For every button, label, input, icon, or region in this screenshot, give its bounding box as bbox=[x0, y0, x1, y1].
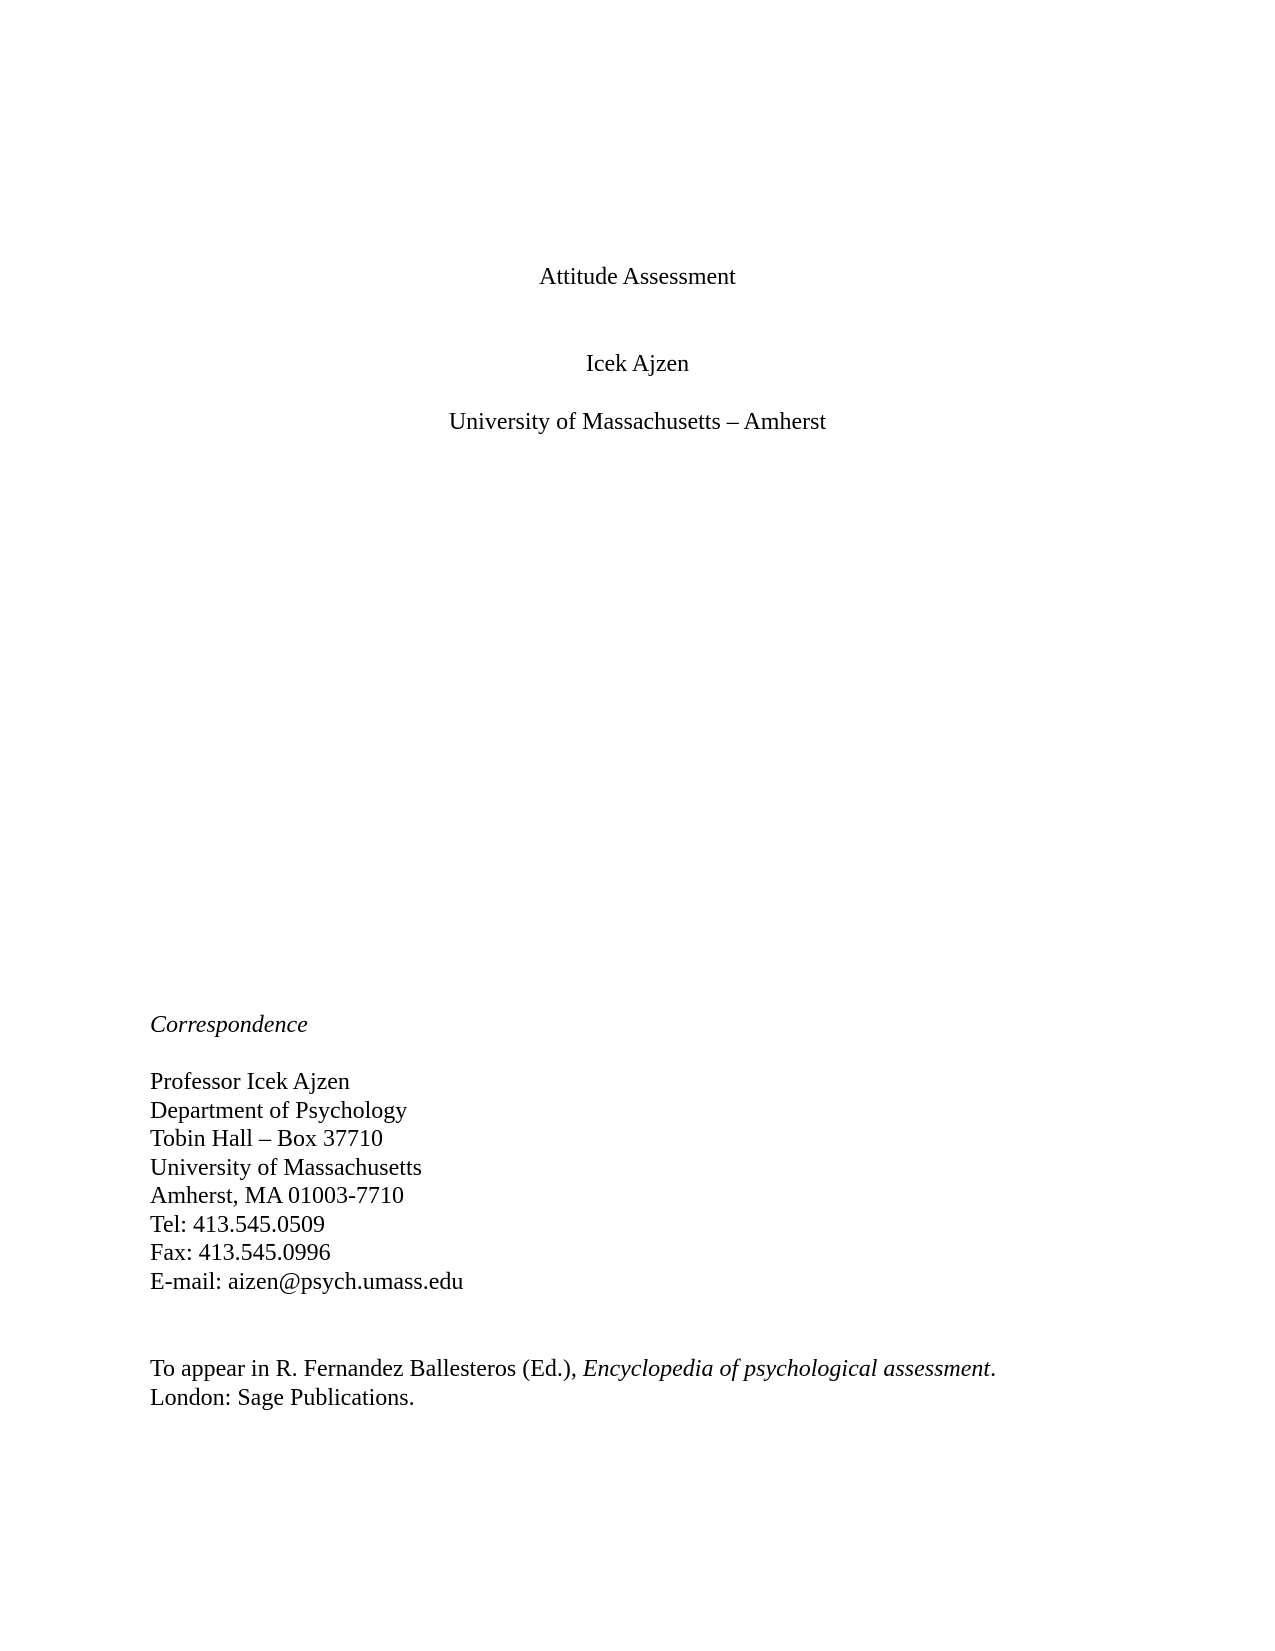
address-line-university: University of Massachusetts bbox=[150, 1154, 422, 1181]
publication-note bbox=[150, 1355, 996, 1412]
correspondence-address bbox=[150, 1068, 463, 1296]
address-line-building: Tobin Hall – Box 37710 bbox=[150, 1126, 383, 1152]
address-line-name: Professor Icek Ajzen bbox=[150, 1069, 350, 1095]
author-name: Icek Ajzen bbox=[585, 351, 690, 377]
publication-line-2: London: Sage Publications. bbox=[150, 1384, 415, 1411]
publication-book-title: Encyclopedia of psychological assessment bbox=[582, 1356, 991, 1382]
publication-suffix: . bbox=[990, 1356, 997, 1382]
address-line-city: Amherst, MA 01003-7710 bbox=[150, 1183, 404, 1209]
correspondence-heading: Correspondence bbox=[150, 1012, 308, 1038]
address-line-fax: Fax: 413.545.0996 bbox=[150, 1240, 331, 1266]
address-line-email: E-mail: aizen@psych.umass.edu bbox=[150, 1268, 464, 1295]
address-line-department: Department of Psychology bbox=[150, 1097, 408, 1124]
author-affiliation: University of Massachusetts – Amherst bbox=[448, 409, 827, 435]
publication-line-1 bbox=[150, 1355, 996, 1384]
document-title: Attitude Assessment bbox=[539, 264, 736, 290]
address-line-telephone: Tel: 413.545.0509 bbox=[150, 1211, 325, 1238]
publication-prefix: To appear in R. Fernandez Ballesteros (Ed.), bbox=[150, 1356, 583, 1382]
